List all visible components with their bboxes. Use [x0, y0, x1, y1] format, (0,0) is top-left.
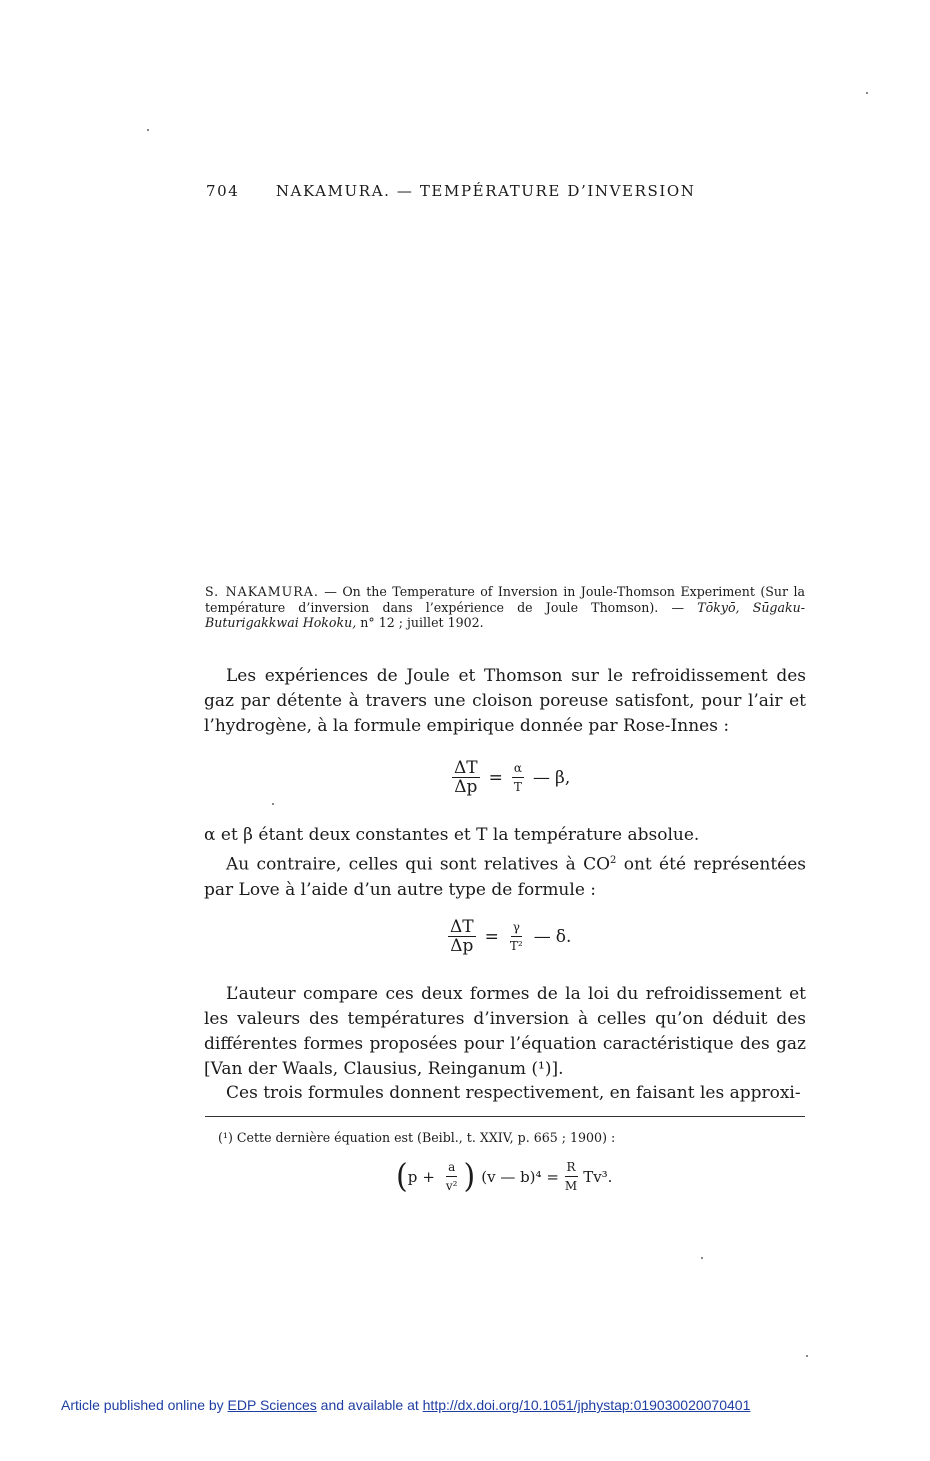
fraction-R-M: [563, 1158, 579, 1195]
eq1-T: T: [513, 780, 522, 794]
fraction-a-v2: [444, 1158, 460, 1195]
eq2-T2: T²: [509, 939, 523, 953]
running-title: NAKAMURA. — TEMPÉRATURE D’INVERSION: [275, 182, 696, 200]
reference-journal: Tōkyō, Sūgaku-Buturigakkwai Hokoku,: [205, 599, 805, 630]
fn-v2: v²: [445, 1179, 458, 1193]
fn-R: R: [565, 1158, 578, 1177]
eq1-alpha: α: [512, 759, 524, 778]
footnote-equation: [396, 1158, 612, 1195]
fn-middle: (v — b)⁴ =: [481, 1167, 559, 1186]
fn-a: a: [446, 1158, 457, 1177]
equation-rose-innes: [448, 759, 570, 796]
fn-M: M: [564, 1179, 578, 1193]
publication-footer: [61, 1397, 750, 1413]
eq1-minus: —: [532, 767, 550, 788]
eq2-gamma: γ: [511, 918, 522, 937]
paragraph-5: Ces trois formules donnent respectivement, en faisant les approxi-: [226, 1083, 801, 1103]
doi-link[interactable]: http://dx.doi.org/10.1051/jphystap:019030020070401: [422, 1397, 751, 1413]
publisher-link[interactable]: EDP Sciences: [227, 1397, 317, 1413]
reference-issue: n° 12 ; juillet 1902.: [360, 615, 484, 630]
eq1-numerator: ΔT: [454, 758, 478, 778]
scan-speck: [806, 1355, 808, 1357]
paragraph-3: [204, 848, 806, 903]
scan-speck: [272, 803, 274, 805]
reference-title: — On the Temperature of Inversion in Joule-Thomson Experiment (Sur la température d’inversion dans l’expérience de Joule Thomson). —: [205, 584, 805, 615]
paragraph-1: Les expériences de Joule et Thomson sur le refroidissement des gaz par détente à travers une cloison poreuse satisfont, pour l’air et l’hydrogène, à la formule empirique donnée par Rose-Innes :: [204, 666, 806, 736]
footnote-text: (¹) Cette dernière équation est (Beibl., t. XXIV, p. 665 ; 1900) :: [218, 1130, 616, 1145]
eq1-denominator: Δp: [454, 777, 478, 797]
bibliographic-reference: [205, 584, 805, 631]
eq2-minus: —: [533, 926, 551, 947]
paragraph-3-part-b: ont été représentées par Love à l’aide d’un autre type de formule :: [204, 854, 806, 900]
running-head: [206, 182, 746, 200]
eq2-equals: =: [484, 926, 499, 947]
footer-middle: and available at: [316, 1397, 423, 1413]
open-paren: (: [396, 1156, 408, 1196]
fraction-gamma-T2: [508, 918, 525, 955]
page-number: 704: [206, 182, 240, 200]
paragraph-4: L’auteur compare ces deux formes de la loi du refroidissement et les valeurs des températures d’inversion à celles qu’on déduit des différentes formes proposées pour l’équation caractéristique des gaz [Van der Waals, Clausius, Reinganum (¹)].: [204, 984, 806, 1079]
footnote-rule: [205, 1116, 805, 1117]
fn-p: p: [407, 1167, 418, 1186]
scan-speck: [147, 129, 149, 131]
fn-plus: +: [422, 1167, 435, 1186]
eq1-equals: =: [488, 767, 503, 788]
eq2-numerator: ΔT: [450, 917, 474, 937]
close-paren: ): [463, 1156, 476, 1196]
eq2-denominator: Δp: [450, 936, 474, 956]
scan-speck: [701, 1257, 703, 1259]
scan-speck: [866, 92, 868, 94]
eq2-delta: δ.: [555, 926, 572, 947]
co2-subscript: 2: [610, 855, 617, 866]
fn-tail: Tv³.: [583, 1167, 613, 1186]
paragraph-2: α et β étant deux constantes et T la température absolue.: [204, 825, 700, 845]
eq1-beta: β,: [554, 767, 571, 788]
footer-prefix: Article published online by: [61, 1397, 228, 1413]
equation-love: [444, 918, 571, 955]
reference-author: S. NAKAMURA.: [205, 584, 319, 599]
fraction-alpha-T: [512, 759, 524, 796]
fraction-dT-dp: [452, 759, 480, 796]
paragraph-3-part-a: Au contraire, celles qui sont relatives à CO: [226, 854, 611, 875]
fraction-dT-dp-2: [448, 918, 476, 955]
